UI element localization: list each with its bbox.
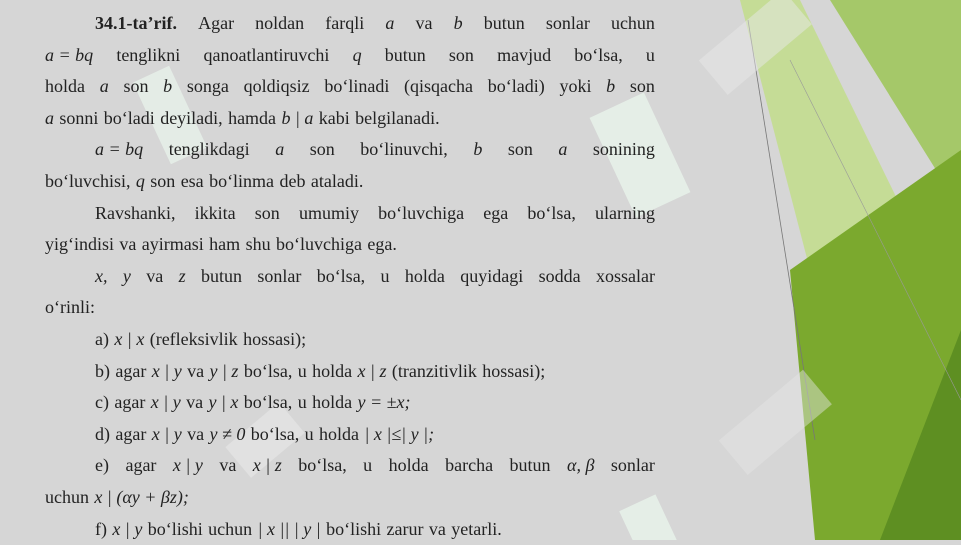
word: uchun: [611, 8, 655, 40]
word: b): [95, 356, 110, 388]
word: va: [186, 387, 203, 419]
word: agar: [114, 387, 145, 419]
word: farqli: [325, 8, 364, 40]
word: butun: [484, 8, 525, 40]
word: ularning: [595, 198, 655, 230]
word: a): [95, 324, 109, 356]
word: agar: [125, 450, 156, 482]
text-line: [45, 166, 655, 198]
word: bo‘lishi: [326, 514, 381, 545]
word: x | z: [253, 450, 282, 482]
word: bo‘lsa,: [527, 198, 576, 230]
word: α, β: [567, 450, 594, 482]
word: bo‘ladi): [488, 71, 545, 103]
word: o‘rinli:: [45, 292, 95, 324]
word: butun: [510, 450, 551, 482]
word: a = bq: [45, 40, 93, 72]
word: bo‘ladi: [104, 103, 155, 135]
word: y: [123, 261, 131, 293]
word: va: [187, 419, 204, 451]
text-line: [45, 450, 655, 482]
text-line: [45, 387, 655, 419]
word: bo‘lishi: [148, 514, 203, 545]
text-line: [45, 8, 655, 40]
word: Agar: [198, 8, 234, 40]
word: sonining: [593, 134, 655, 166]
word: a: [45, 103, 54, 135]
word: ayirmasi: [142, 229, 204, 261]
word: qoldiqsiz: [244, 71, 310, 103]
text-line: [45, 198, 655, 230]
word: q: [353, 40, 362, 72]
word: a: [558, 134, 567, 166]
word: son: [150, 166, 175, 198]
word: holda: [312, 356, 352, 388]
word: butun: [201, 261, 242, 293]
word: tenglikdagi: [169, 134, 250, 166]
word: va: [146, 261, 163, 293]
word: z: [179, 261, 186, 293]
word: umumiy: [299, 198, 359, 230]
word: (qisqacha: [404, 71, 473, 103]
word: hossasi);: [482, 356, 545, 388]
word: (refleksivlik: [150, 324, 238, 356]
word: son: [310, 134, 335, 166]
word: uchun: [45, 482, 89, 514]
word: a: [100, 71, 109, 103]
word: | x |≤| y |;: [364, 419, 434, 451]
word: shu: [246, 229, 271, 261]
word: y | x: [208, 387, 238, 419]
word: sonni: [59, 103, 98, 135]
word: son: [630, 71, 655, 103]
word: quyidagi: [460, 261, 523, 293]
word: u: [298, 387, 307, 419]
word: b: [454, 8, 463, 40]
word: a = bq: [95, 134, 143, 166]
word: (tranzitivlik: [392, 356, 477, 388]
word: x | y: [151, 387, 181, 419]
word: holda: [405, 261, 445, 293]
word: son: [123, 71, 148, 103]
word: yetarli.: [451, 514, 501, 545]
word: va: [187, 356, 204, 388]
word: qanoatlantiruvchi: [203, 40, 329, 72]
word: q: [136, 166, 145, 198]
word: u: [363, 450, 372, 482]
word: 34.1-ta’rif.: [95, 8, 177, 40]
word: f): [95, 514, 107, 545]
word: belgilanadi.: [355, 103, 439, 135]
word: va: [415, 8, 432, 40]
word: y = ±x;: [357, 387, 410, 419]
word: | x || | y |: [258, 514, 321, 545]
word: x | z: [358, 356, 387, 388]
word: u: [298, 356, 307, 388]
word: c): [95, 387, 109, 419]
word: holda: [45, 71, 85, 103]
word: bo‘lsa,: [574, 40, 623, 72]
word: x | y: [152, 356, 182, 388]
word: yig‘indisi: [45, 229, 114, 261]
word: bo‘lsa,: [251, 419, 300, 451]
word: b | a: [281, 103, 313, 135]
word: u: [646, 40, 655, 72]
word: bo‘linuvchi,: [360, 134, 448, 166]
word: Ravshanki,: [95, 198, 176, 230]
word: mavjud: [497, 40, 551, 72]
text-line: [45, 514, 655, 545]
word: ega.: [367, 229, 396, 261]
text-line: [45, 71, 655, 103]
text-line: [45, 482, 655, 514]
word: noldan: [255, 8, 304, 40]
word: tenglikni: [116, 40, 180, 72]
word: xossalar: [596, 261, 655, 293]
word: deyiladi,: [160, 103, 222, 135]
word: ataladi.: [311, 166, 363, 198]
word: x | y: [112, 514, 142, 545]
word: bo‘lsa,: [298, 450, 347, 482]
word: son: [508, 134, 533, 166]
word: ham: [209, 229, 240, 261]
text-line: [45, 134, 655, 166]
word: barcha: [445, 450, 493, 482]
text-line: [45, 356, 655, 388]
word: songa: [187, 71, 229, 103]
word: butun: [385, 40, 426, 72]
word: agar: [115, 419, 146, 451]
word: e): [95, 450, 109, 482]
word: ega: [483, 198, 508, 230]
word: u: [381, 261, 390, 293]
word: va: [429, 514, 446, 545]
definition-text: [45, 8, 655, 545]
word: u: [305, 419, 314, 451]
word: esa: [181, 166, 204, 198]
word: hossasi);: [243, 324, 306, 356]
word: x | x: [114, 324, 144, 356]
word: a: [385, 8, 394, 40]
word: y ≠ 0: [209, 419, 245, 451]
text-line: [45, 261, 655, 293]
word: d): [95, 419, 110, 451]
word: x | y: [152, 419, 182, 451]
word: deb: [279, 166, 305, 198]
word: sonlar: [257, 261, 301, 293]
word: ikkita: [195, 198, 236, 230]
word: bo‘linma: [209, 166, 274, 198]
text-line: [45, 229, 655, 261]
text-line: [45, 103, 655, 135]
text-line: [45, 40, 655, 72]
word: b: [473, 134, 482, 166]
word: va: [219, 450, 236, 482]
word: agar: [115, 356, 146, 388]
word: sonlar: [611, 450, 655, 482]
word: kabi: [319, 103, 350, 135]
word: yoki: [559, 71, 591, 103]
word: a: [275, 134, 284, 166]
word: holda: [319, 419, 359, 451]
word: son: [449, 40, 474, 72]
word: bo‘luvchisi,: [45, 166, 131, 198]
word: bo‘luvchiga: [378, 198, 464, 230]
word: sonlar: [546, 8, 590, 40]
word: bo‘linadi: [324, 71, 389, 103]
text-line: [45, 292, 655, 324]
text-line: [45, 419, 655, 451]
word: x | y: [173, 450, 203, 482]
word: b: [606, 71, 615, 103]
word: x | (αy + βz);: [94, 482, 188, 514]
word: bo‘lsa,: [244, 356, 293, 388]
text-line: [45, 324, 655, 356]
word: uchun: [208, 514, 252, 545]
word: hamda: [228, 103, 276, 135]
word: y | z: [209, 356, 238, 388]
word: holda: [312, 387, 352, 419]
word: x,: [95, 261, 108, 293]
word: b: [163, 71, 172, 103]
word: bo‘luvchiga: [276, 229, 362, 261]
word: zarur: [387, 514, 424, 545]
word: va: [119, 229, 136, 261]
word: bo‘lsa,: [317, 261, 366, 293]
word: bo‘lsa,: [244, 387, 293, 419]
word: son: [255, 198, 280, 230]
word: holda: [389, 450, 429, 482]
word: sodda: [539, 261, 581, 293]
